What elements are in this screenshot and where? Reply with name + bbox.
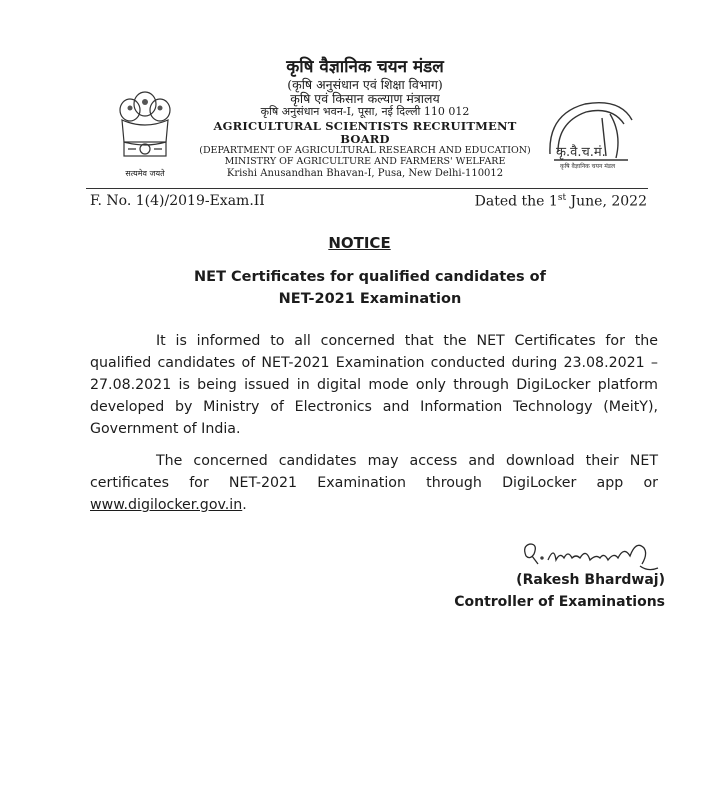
date-ordinal: st [557, 193, 567, 203]
subject-line-2: NET-2021 Examination [278, 291, 462, 307]
signatory-name: (Rakesh Bhardwaj) [516, 572, 665, 588]
hindi-department: (कृषि अनुसंधान एवं शिक्षा विभाग) [287, 76, 443, 92]
notice-date [475, 193, 647, 210]
hindi-ministry: कृषि एवं किसान कल्याण मंत्रालय [290, 90, 440, 106]
letterhead [190, 58, 540, 180]
notice-title: NOTICE [328, 234, 391, 252]
svg-text:कृषि वैज्ञानिक चयन मंडल: कृषि वैज्ञानिक चयन मंडल [560, 163, 616, 170]
paragraph-2-end: . [242, 497, 247, 513]
english-department: (DEPARTMENT OF AGRICULTURAL RESEARCH AND EDUCATION) [199, 145, 531, 157]
asrb-logo-icon [540, 94, 640, 172]
national-emblem-icon [112, 86, 178, 178]
hindi-org-title: कृषि वैज्ञानिक चयन मंडल [286, 57, 444, 77]
english-address: Krishi Anusandhan Bhavan-I, Pusa, New Delhi-110012 [226, 168, 504, 180]
paragraph-2 [90, 450, 658, 516]
date-suffix: June, 2022 [566, 193, 647, 210]
digilocker-link[interactable]: www.digilocker.gov.in [90, 497, 243, 513]
header-divider [86, 188, 648, 189]
emblem-caption: सत्यमेव जयते [125, 169, 165, 178]
paragraph-2-text: The concerned candidates may access and download their NET certificates for NET-2021 Examination through DigiLocker app or [90, 453, 658, 491]
file-number: F. No. 1(4)/2019-Exam.II [90, 193, 265, 209]
hindi-address: कृषि अनुसंधान भवन-I, पूसा, नई दिल्ली 110 012 [260, 105, 470, 119]
svg-text:कृ.वै.च.मं.: कृ.वै.च.मं. [556, 145, 606, 160]
english-org-title: AGRICULTURAL SCIENTISTS RECRUITMENT BOARD [213, 118, 517, 147]
paragraph-1: It is informed to all concerned that the NET Certificates for the qualified candidates of NET-2021 Examination conducted during 23.08.2021 – 27.08.2021 is being issued in digital mode only through DigiLocker platform developed by Ministry of Electronics and Information Technology (MeitY), Government of India. [90, 333, 658, 437]
date-prefix: Dated the 1 [474, 193, 558, 210]
handwritten-signature [520, 534, 670, 574]
signatory-title: Controller of Examinations [454, 594, 665, 610]
notice-subject [150, 266, 590, 310]
english-ministry: MINISTRY OF AGRICULTURE AND FARMERS' WELFARE [224, 156, 506, 168]
subject-line-1: NET Certificates for qualified candidates of [194, 269, 546, 285]
